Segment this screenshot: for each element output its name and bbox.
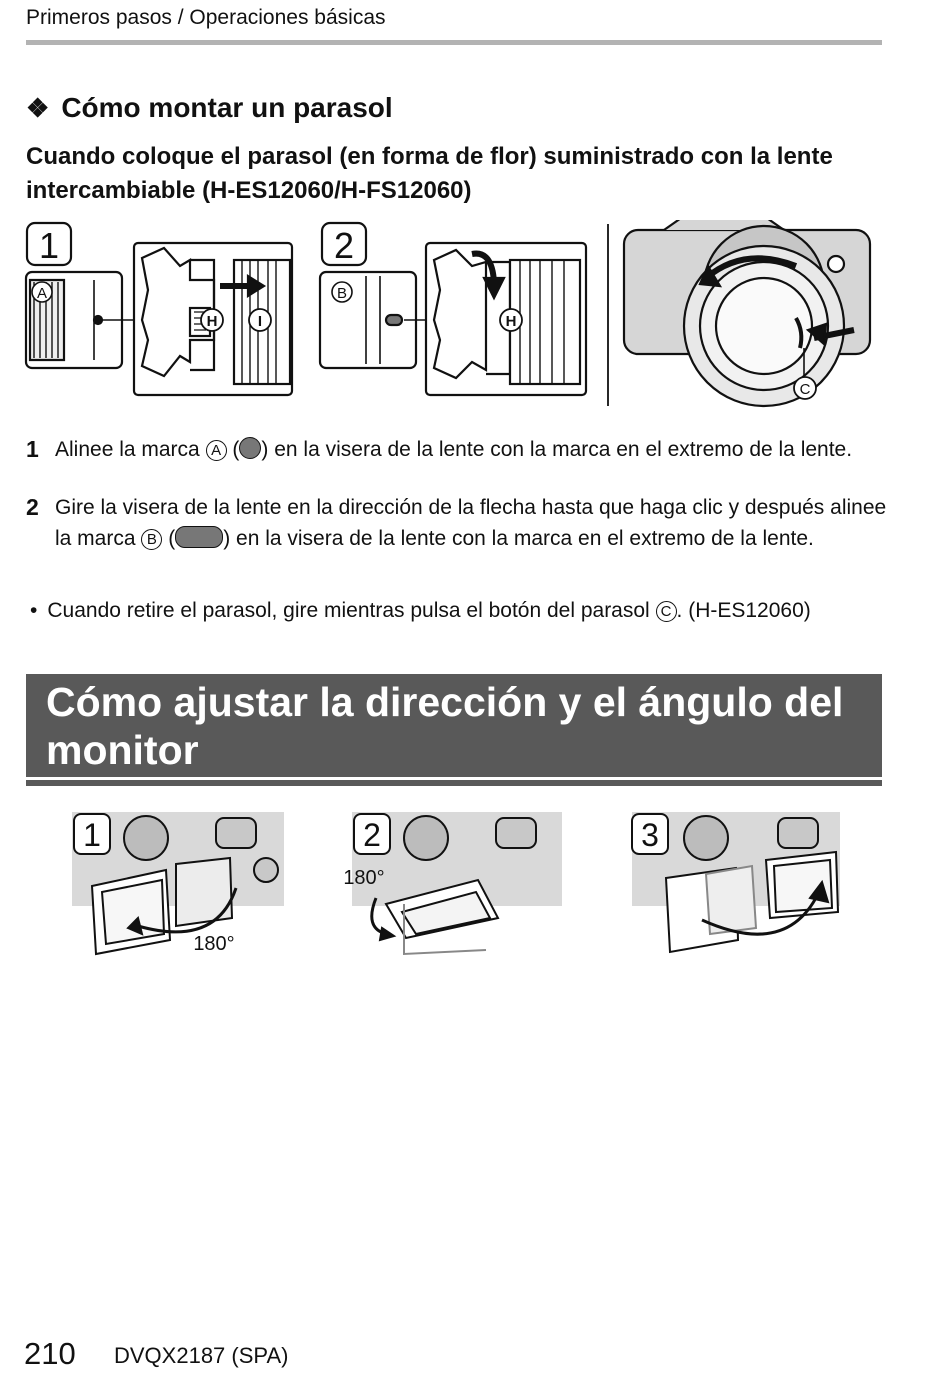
panel-1-num: 1 xyxy=(83,817,101,853)
hood-lens-step-2 xyxy=(426,243,586,395)
document-code: DVQX2187 (SPA) xyxy=(114,1343,289,1368)
step-2-badge xyxy=(322,223,366,266)
note: • Cuando retire el parasol, gire mientras pulsa el botón del parasol C . (H-ES12060) xyxy=(30,599,811,622)
camera-hood-removal xyxy=(624,220,870,406)
mark-b-icon: B xyxy=(141,529,162,550)
step-2-text: Gire la visera de la lente en la dirección de la flecha hasta que haga clic y después alinee la marca B ( ) en la visera de la lente con la marca en el extremo de la lente. xyxy=(55,496,887,550)
step-1-number: 1 xyxy=(26,436,39,462)
breadcrumb: Primeros pasos / Operaciones básicas xyxy=(26,6,386,29)
step-1-num: 1 xyxy=(38,225,60,266)
monitor-panel-1 xyxy=(72,812,284,955)
step-1-badge xyxy=(27,223,71,266)
oval-mark-icon xyxy=(175,526,223,548)
monitor-panel-3 xyxy=(632,812,840,952)
hood-mark-h2: H xyxy=(505,313,517,330)
hood-mark-i1: I xyxy=(257,313,263,330)
section-heading-text: Cómo montar un parasol xyxy=(61,92,393,123)
banner-title: Cómo ajustar la dirección y el ángulo del monitor xyxy=(46,679,844,773)
banner-divider xyxy=(26,780,882,786)
header-divider xyxy=(26,40,882,45)
panel-2-num: 2 xyxy=(363,817,381,853)
mark-c-label: C xyxy=(799,381,811,398)
step-1-text: Alinee la marca A ( ) en la visera de la lente con la marca en el extremo de la lente. xyxy=(55,438,853,461)
hood-mark-h1: H xyxy=(206,313,218,330)
section-subheading: Cuando coloque el parasol (en forma de flor) suministrado con la lente intercambiable (H-ES12060/H-FS12060) xyxy=(26,143,833,204)
monitor-panel-2 xyxy=(343,812,562,954)
panel-2-angle: 180° xyxy=(343,867,385,889)
monitor-illustration xyxy=(66,808,846,965)
round-mark-icon xyxy=(239,437,261,459)
diamond-cluster-icon: ❖ xyxy=(26,92,48,123)
hood-lens-step-1 xyxy=(134,243,292,395)
mark-b-label: B xyxy=(336,285,348,302)
section-banner xyxy=(26,674,882,777)
step-2-number: 2 xyxy=(26,494,39,520)
lens-hood-illustration xyxy=(24,220,874,417)
mark-a-label: A xyxy=(36,285,48,302)
panel-1-angle: 180° xyxy=(193,933,235,955)
mark-a-icon: A xyxy=(206,440,227,461)
panel-3-num: 3 xyxy=(641,817,659,853)
mark-c-icon: C xyxy=(656,601,677,622)
section-heading xyxy=(26,92,393,124)
step-2-num: 2 xyxy=(333,225,355,266)
page-number: 210 xyxy=(24,1336,76,1371)
